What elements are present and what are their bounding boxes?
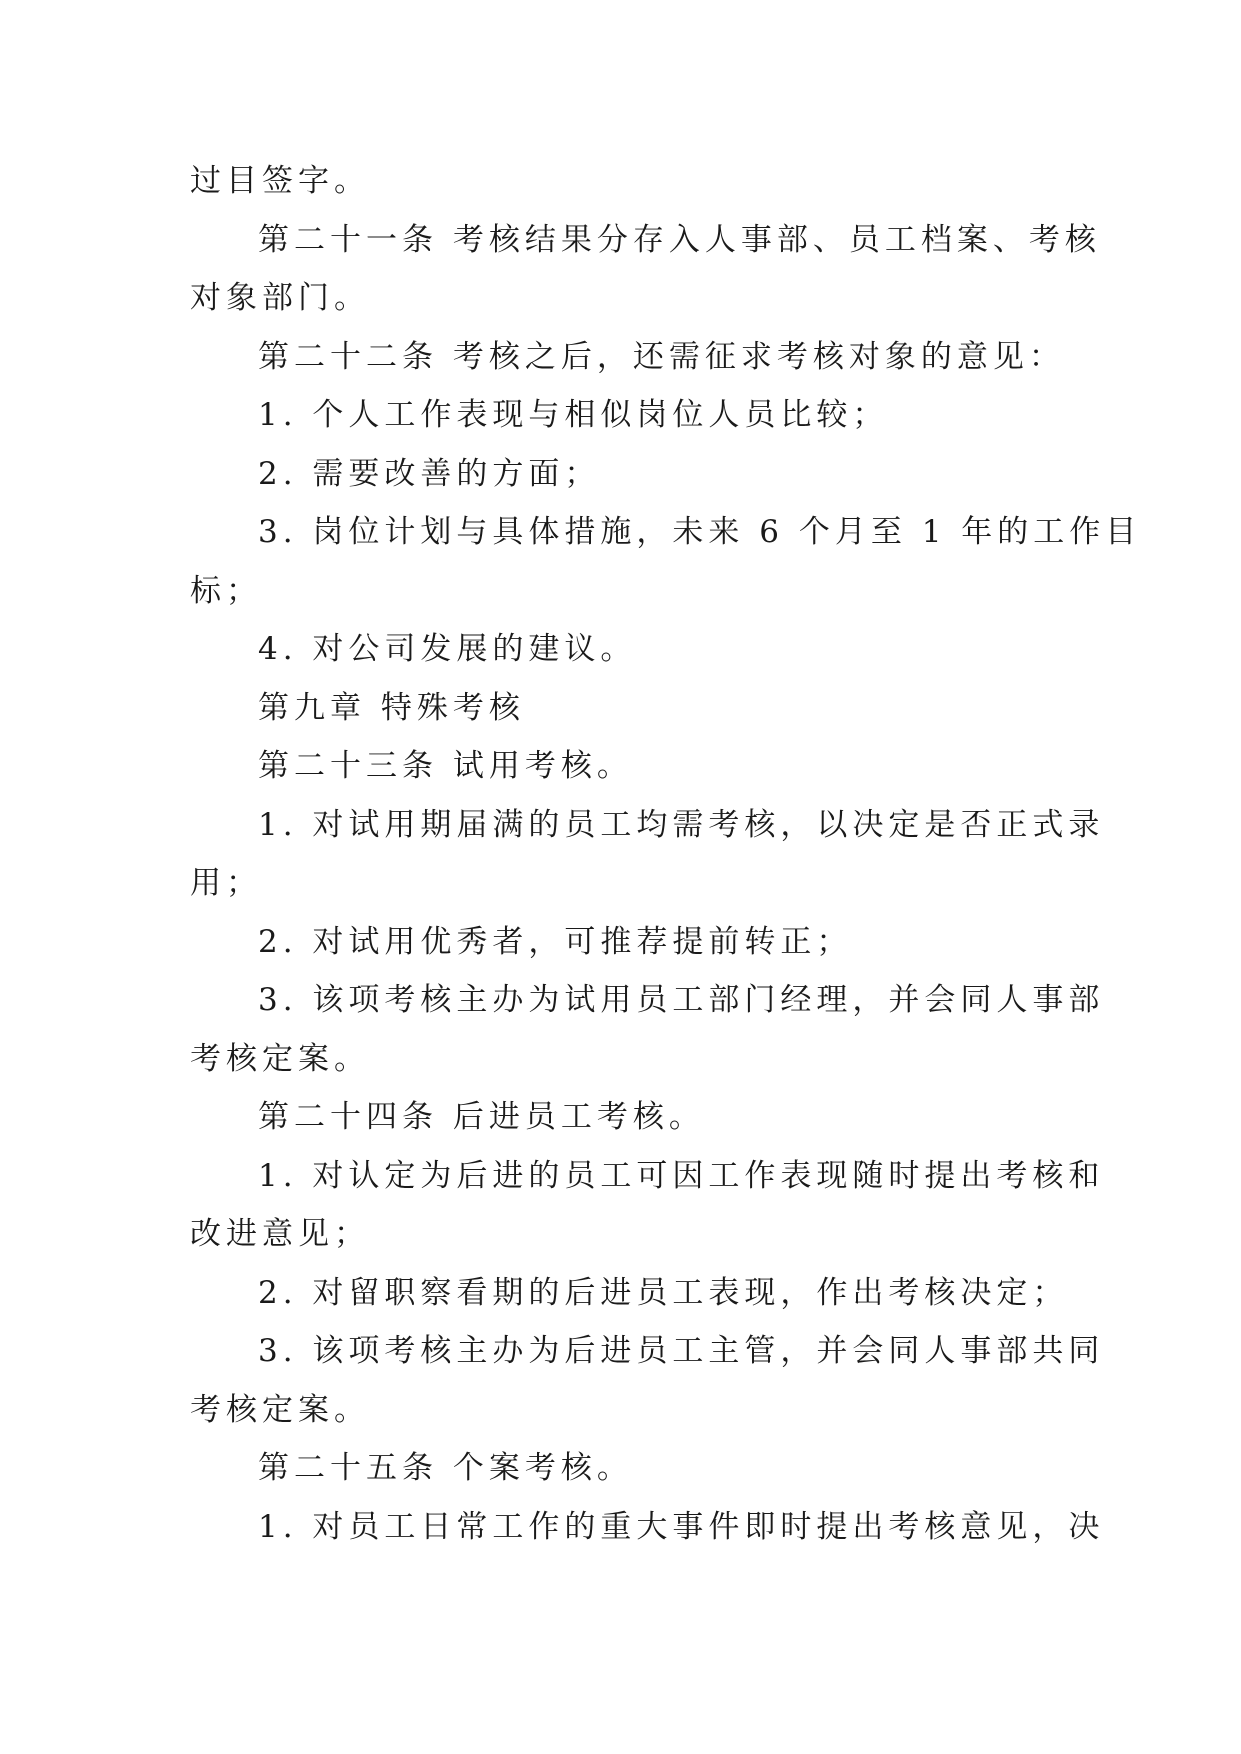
- document-body: [190, 152, 1142, 1556]
- body-line: 考核定案。: [190, 1040, 370, 1077]
- body-line: 对象部门。: [190, 280, 370, 316]
- article-21-heading: 第二十一条 考核结果分存入人事部、员工档案、考核: [258, 221, 1101, 258]
- body-line: 用；: [190, 865, 262, 901]
- list-item: 3. 该项考核主办为试用员工部门经理，并会同人事部: [258, 982, 1105, 1018]
- body-line: 标；: [190, 572, 262, 609]
- list-item: 3. 该项考核主办为后进员工主管，并会同人事部共同: [258, 1333, 1105, 1369]
- list-item: 2. 对留职察看期的后进员工表现，作出考核决定；: [258, 1274, 1069, 1311]
- article-23-heading: 第二十三条 试用考核。: [258, 748, 633, 784]
- article-24-heading: 第二十四条 后进员工考核。: [258, 1099, 705, 1135]
- chapter-9-heading: 第九章 特殊考核: [258, 689, 525, 726]
- list-item: 1. 对员工日常工作的重大事件即时提出考核意见，决: [258, 1508, 1105, 1545]
- list-item: 1. 对认定为后进的员工可因工作表现随时提出考核和: [258, 1157, 1105, 1194]
- body-line: 改进意见；: [190, 1216, 370, 1252]
- list-item: 1. 个人工作表现与相似岗位人员比较；: [258, 397, 889, 433]
- list-item: 2. 需要改善的方面；: [258, 455, 601, 492]
- article-25-heading: 第二十五条 个案考核。: [258, 1450, 633, 1486]
- list-item: 4. 对公司发展的建议。: [258, 631, 637, 667]
- list-item: 2. 对试用优秀者，可推荐提前转正；: [258, 923, 853, 960]
- body-line: 考核定案。: [190, 1391, 370, 1428]
- article-22-heading: 第二十二条 考核之后，还需征求考核对象的意见：: [258, 338, 1065, 375]
- body-line: 过目签字。: [190, 163, 370, 199]
- list-item: 1. 对试用期届满的员工均需考核，以决定是否正式录: [258, 806, 1105, 843]
- list-item: 3. 岗位计划与具体措施，未来 6 个月至 1 年的工作目: [258, 514, 1142, 550]
